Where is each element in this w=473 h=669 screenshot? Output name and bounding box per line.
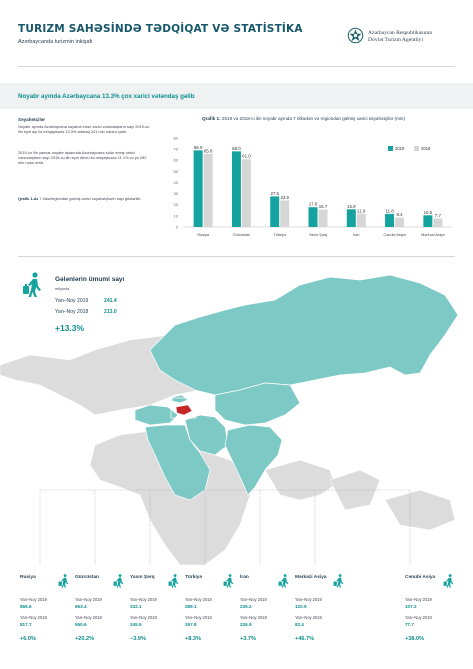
card-2019-value: 120.9 xyxy=(295,604,307,609)
sidebar-heading: Səyahətçilər xyxy=(18,117,46,122)
card-2018-label: Yan–Noy 2018 xyxy=(295,615,322,620)
agency-line-2: Dövlət Turizm Agentliyi xyxy=(368,37,424,43)
bar-value-label: 15.7 xyxy=(318,204,328,210)
chart-title xyxy=(202,116,457,121)
bar-2018-2 xyxy=(280,200,289,227)
chart-title-label: Qrafik 1: xyxy=(202,116,221,121)
card-region-name: Mərkəzi Asiya xyxy=(295,575,327,580)
map-georgia xyxy=(172,395,188,403)
bar-2019-1 xyxy=(232,151,241,227)
card-change: +20.2% xyxy=(75,636,95,642)
world-map xyxy=(0,255,473,565)
y-tick-label: 80 xyxy=(173,135,178,141)
bar-value-label: 17.8 xyxy=(308,201,318,207)
bar-value-label: 68.9 xyxy=(193,144,203,150)
y-tick-label: 40 xyxy=(173,179,178,185)
bar-value-label: 27.5 xyxy=(270,190,279,196)
y-tick-label: 10 xyxy=(173,213,178,219)
sidebar-note-bold: Qrafik 1-də xyxy=(18,196,39,201)
card-region-name: İran xyxy=(240,575,249,580)
card-2018-value: 77.7 xyxy=(405,622,414,627)
totals-row-2019-value: 241.4 xyxy=(104,298,117,304)
y-tick-label: 70 xyxy=(173,146,178,152)
page-title: TURIZM SAHƏSİNDƏ TƏDQİQAT VƏ STATİSTİKA xyxy=(18,23,303,35)
card-2019-value: 235.2 xyxy=(240,604,252,609)
legend-label-2019: 2019 xyxy=(395,146,405,151)
bar-2019-5 xyxy=(385,214,394,227)
card-2019-label: Yan–Noy 2019 xyxy=(20,597,47,602)
traveler-icon xyxy=(113,573,125,589)
card-2018-value: 817.7 xyxy=(20,622,32,627)
map-russia xyxy=(150,275,458,395)
bar-2018-5 xyxy=(395,218,404,227)
bar-2018-0 xyxy=(204,154,213,227)
bar-value-label: 8.4 xyxy=(396,212,403,218)
category-label: Cənubi Asiya xyxy=(383,233,406,237)
card-2019-label: Yan–Noy 2019 xyxy=(295,597,322,602)
totals-unit: milyonla xyxy=(55,286,70,291)
bar-2018-3 xyxy=(319,210,328,227)
card-region-name: Cənubi Asiya xyxy=(405,575,436,580)
bar-value-label: 15.9 xyxy=(347,203,356,209)
card-change: +6.0% xyxy=(20,636,37,642)
header-divider xyxy=(18,66,455,67)
sidebar-paragraph-1: Noyabr ayında Azərbaycana səyahət edən xarici vətəndaşların sayı 2019-cu ilin eyni ayı ilə müqayisədə 13.3% artaraq 241 min nəfərə çatıb. xyxy=(18,124,150,135)
card-2018-value: 550.6 xyxy=(75,622,87,627)
bar-value-label: 10.5 xyxy=(423,209,433,215)
bar-value-label: 68.0 xyxy=(232,145,241,151)
card-change: +46.7% xyxy=(295,636,315,642)
card-2019-value: 663.4 xyxy=(75,604,87,609)
card-region-name: Yaxın Şərq xyxy=(130,575,155,580)
card-2018-value: 345.5 xyxy=(130,622,142,627)
bar-value-label: 65.8 xyxy=(203,148,213,154)
totals-row-2019-label: Yan–Noy 2019 xyxy=(55,298,89,304)
totals-row-2018-label: Yan–Noy 2018 xyxy=(55,309,89,315)
card-2019-value: 107.2 xyxy=(405,604,417,609)
chart-title-text: 2019 və 2018-ci ilin noyabr ayında 7 ölkədən və regiondan gəlmiş xarici səyahətçilər (min) xyxy=(221,116,406,121)
bar-2018-6 xyxy=(433,218,442,227)
category-label: Türkiyə xyxy=(273,233,286,237)
bar-value-label: 11.9 xyxy=(357,208,366,214)
card-2019-value: 289.1 xyxy=(185,604,197,609)
bar-2018-4 xyxy=(357,214,366,227)
bar-value-label: 23.9 xyxy=(280,194,289,200)
card-2018-value: 226.9 xyxy=(240,622,252,627)
card-2019-label: Yan–Noy 2019 xyxy=(185,597,212,602)
bar-2019-0 xyxy=(194,150,203,227)
card-2018-value: 82.4 xyxy=(295,622,304,627)
totals-title: Gələnlərin ümumi sayı xyxy=(55,276,125,283)
traveler-icon xyxy=(223,573,235,589)
card-region-name: Rusiya xyxy=(20,575,36,580)
bar-chart xyxy=(160,128,460,250)
y-tick-label: 20 xyxy=(173,202,178,208)
card-2018-label: Yan–Noy 2018 xyxy=(20,615,47,620)
bar-2019-3 xyxy=(309,207,318,227)
card-region-name: Türkiyə xyxy=(185,575,203,580)
bar-2019-2 xyxy=(270,196,279,227)
bar-2019-4 xyxy=(347,209,356,227)
y-tick-label: 50 xyxy=(173,168,178,174)
bar-value-label: 61.0 xyxy=(242,153,251,159)
card-2018-label: Yan–Noy 2018 xyxy=(185,615,212,620)
page-subtitle: Azərbaycanda turizmin inkişafı xyxy=(18,39,93,45)
agency-line-1: Azərbaycan Respublikasının xyxy=(368,30,433,36)
map-turkey xyxy=(135,405,178,425)
sidebar-note-text: 7 ölkə/regiondan gəlmiş xarici səyahətçilərin sayı göstərilib. xyxy=(39,196,142,201)
category-label: İran xyxy=(353,233,360,237)
y-tick-label: 60 xyxy=(173,157,178,163)
y-tick-label: 30 xyxy=(173,191,178,197)
headline-text: Noyabr ayında Azərbaycana 13.3% çox xarici vətəndaş gəlib xyxy=(18,93,195,100)
card-2019-value: 332.1 xyxy=(130,604,142,609)
card-2018-label: Yan–Noy 2018 xyxy=(130,615,157,620)
card-region-name: Gürcüstan xyxy=(75,575,99,580)
card-2018-value: 267.8 xyxy=(185,622,197,627)
card-2019-label: Yan–Noy 2019 xyxy=(75,597,102,602)
card-change: +38.0% xyxy=(405,636,425,642)
card-2018-label: Yan–Noy 2018 xyxy=(405,615,432,620)
bar-2019-6 xyxy=(423,215,432,227)
traveler-icon xyxy=(443,573,455,589)
card-2018-label: Yan–Noy 2018 xyxy=(75,615,102,620)
sidebar-paragraph-2: 2019-cu ilin yanvar-noyabr aylarında Azərbaycana səfər etmiş xarici vətəndaşların sayı 2019-cu ilin eyni dövrü ilə müqayisədə 11.1% və ya 282 min nəfər artıb. xyxy=(18,150,147,166)
card-change: −3.9% xyxy=(130,636,147,642)
traveler-icon xyxy=(278,573,290,589)
emblem-icon xyxy=(347,26,364,45)
totals-row-2018-value: 213.0 xyxy=(104,309,117,315)
y-tick-label: 0 xyxy=(175,224,178,230)
totals-change: +13.3% xyxy=(55,323,85,333)
category-label: Mərkəzi Asiya xyxy=(421,233,445,237)
traveler-icon xyxy=(333,573,345,589)
sidebar-note xyxy=(18,196,152,201)
card-2018-label: Yan–Noy 2018 xyxy=(240,615,267,620)
card-2019-value: 866.6 xyxy=(20,604,32,609)
agency-name xyxy=(368,30,432,44)
card-2019-label: Yan–Noy 2019 xyxy=(130,597,157,602)
traveler-icon xyxy=(168,573,180,589)
bar-value-label: 11.8 xyxy=(385,208,394,214)
bar-value-label: 7.7 xyxy=(434,212,441,218)
category-label: Gürcüstan xyxy=(232,233,251,237)
bar-2018-1 xyxy=(242,159,251,227)
traveler-icon xyxy=(58,573,70,589)
category-label: Rusiya xyxy=(197,233,209,237)
card-change: +8.3% xyxy=(185,636,202,642)
card-change: +3.7% xyxy=(240,636,257,642)
card-2019-label: Yan–Noy 2019 xyxy=(240,597,267,602)
legend-label-2018: 2018 xyxy=(421,146,431,151)
card-2019-label: Yan–Noy 2019 xyxy=(405,597,432,602)
category-label: Yaxın Şərq xyxy=(308,233,328,237)
